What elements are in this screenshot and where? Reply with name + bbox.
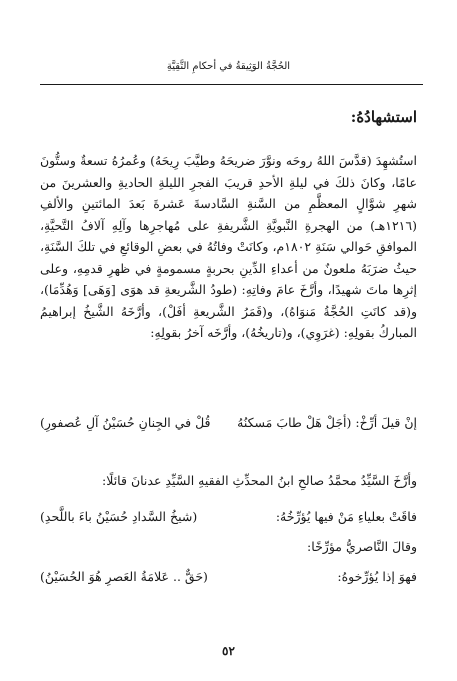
body-paragraph [40,150,417,344]
verse-3 [40,568,417,586]
verse-2-first-part: فاقَتْ بعلياءِ مَنْ فيها يُؤرِّخُهُ: [275,509,417,524]
page-number: ٥٢ [222,644,235,658]
section-title: استشهادُهُ: [350,108,417,126]
header-divider [40,84,423,85]
verse-3-first-part: فهوَ إذا يُؤرِّخوهُ: [337,569,417,584]
body-paragraph-text: استُشهِدَ (قدَّسَ اللهُ روحَه ونوَّرَ ضريحَهُ وطيَّبَ رِيحَهُ) وعُمرُهُ تسعةٌ وستُّونَ عامًا، وكانَ ذلكَ في ليلةِ الأحدِ قريبَ الفجرِ الليلةِ الحاديةِ والعشرينَ من شهرِ شوَّالٍ المعظَّمِ من السَّنةِ السَّادسةَ عَشرةَ بَعدَ المائتينِ والألفِ (١٢١٦هـ) من الهجرةِ النَّبويَّةِ الشَّريفةِ على مُهاجرِها وآلِهِ آلافُ التَّحيَّةِ، الموافقِ حَوالي سَنَةِ ١٨٠٢م، وكانَتْ وفاتُهُ في بعضِ الوقائعِ في تلكَ السَّنَةِ، حيثُ ضرَبَهُ ملعونٌ من أعداءِ الدِّينِ بحربةٍ مسمومةٍ في ظهرِ قدمِهِ، وعلى إثرِها ماتَ شهيدًا، وأرَّخَ عامَ وفاتِهِ: (طودُ الشَّريعةِ قد هوَى [وَهَى] وَهُدِّمَا)، و(قد كانَتِ الحُجَّةُ مَنوَاهُ)، و(قَمَرُ الشَّريعةِ أفَلْ)، وأرَّخَهُ الشَّيخُ إبراهيمُ المباركُ بقولِهِ: (غرَوِي)، و(تاريخُهُ)، وأرَّخَه آخرُ بقولِهِ: [40,153,417,340]
running-header: الحُجَّةُ الوَثِيقةُ في أحكامِ التَّقِيَّةِ [166,61,291,72]
verse-2-second-part: (شيخُ السَّدادِ حُسَيْنُ باءَ باللَّحدِ) [40,509,198,524]
verse-3-second-part: (حَقٌّ .. عَلامَةُ العَصرِ هُوَ الحُسَيْنُ) [40,569,208,584]
verse-1 [40,414,417,432]
paragraph-sayyid-muhammad: وأرَّخَ السَّيِّدُ محمَّدُ صالحِ ابنُ المحدِّثِ الفقيهِ السَّيِّدِ عدنانَ قائلًا: [102,473,417,488]
verse-2 [40,508,417,526]
verse-1-first-hemistich: إنْ قيلَ أرِّخْ: (أجَلْ هَلْ طابَ مَسكنُهُ [237,415,417,430]
verse-1-second-hemistich: قُلْ في الجِنانِ حُسَيْنُ آلِ عُصفورِ) [40,415,211,430]
paragraph-nasiri: وقالَ النَّاصريُّ مؤرِّخًا: [307,539,417,554]
